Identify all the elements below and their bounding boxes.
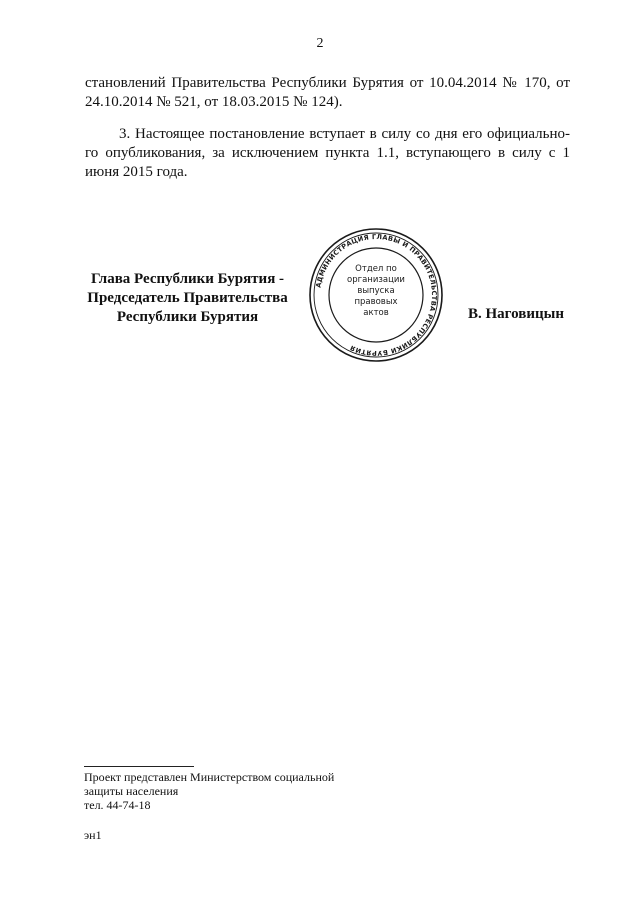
seal-ring-text: АДМИНИСТРАЦИЯ ГЛАВЫ И ПРАВИТЕЛЬСТВА РЕСПУБЛИКИ БУРЯТИЯ [314,232,439,358]
seal-center-line-3: выпуска [357,286,395,296]
seal-center-line-1: Отдел по [355,264,397,274]
footnote-line-3: тел. 44-74-18 [84,798,151,812]
paragraph-effective-date: 3. Настоящее постановление вступает в силу со дня его официально-го опубликования, за исключением пункта 1.1, вступающего в силу с 1 июня 2015 года. [85,126,570,180]
seal-center-line-2: организации [347,275,405,285]
official-seal [306,225,446,365]
signatory-title-line-2: Председатель Правительства [87,290,288,306]
page-number: 2 [316,36,324,51]
footnote-line-2: защиты населения [84,784,179,798]
signatory-name: В. Наговицын [468,306,564,322]
seal-center-line-5: актов [363,308,389,318]
signatory-title-line-3: Республики Бурятия [116,309,259,325]
footnote-line-1: Проект представлен Министерством социальной [84,770,335,784]
signatory-title-block [75,270,300,327]
footnote-divider [84,766,194,767]
paragraph-continuation: становлений Правительства Республики Бурятия от 10.04.2014 № 170, от 24.10.2014 № 521, от 18.03.2015 № 124). [85,75,570,110]
footnote [84,770,334,812]
seal-center-line-4: правовых [354,297,398,307]
document-code: эн1 [84,828,102,842]
signatory-title-line-1: Глава Республики Бурятия - [90,271,285,287]
